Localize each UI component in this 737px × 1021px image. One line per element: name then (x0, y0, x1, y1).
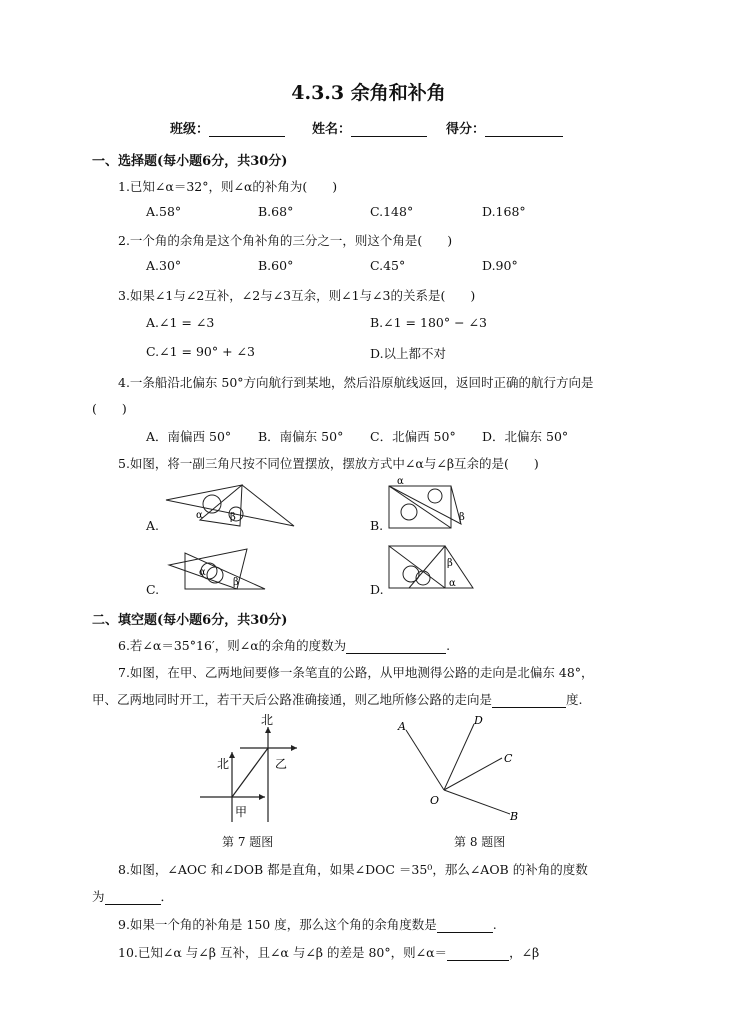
q3-option-b: B.∠1 = 180° − ∠3 (370, 315, 487, 330)
q2-option-d: D.90° (482, 258, 518, 273)
triangle-shape (185, 553, 265, 589)
q2-option-c: C.45° (370, 258, 406, 273)
triangle-shape (389, 486, 461, 524)
q5-figure-b (385, 476, 475, 536)
q10-stem: 10.已知∠α 与∠β 互补，且∠α 与∠β 的差是 80°，则∠α＝ (118, 945, 448, 960)
q5-option-b-label: B. (370, 518, 384, 533)
q7-line1: 7.如图，在甲、乙两地间要修一条笔直的公路，从甲地测得公路的走向是北偏东 48°， (118, 665, 594, 680)
section2-heading: 二、填空题(每小题6分，共30分) (92, 613, 288, 628)
yi-label: 乙 (275, 757, 288, 771)
triangle-shape (409, 546, 473, 588)
q6-line (118, 636, 450, 654)
q4-stem-continued: ( ) (92, 401, 127, 416)
q1-stem: 1.已知∠α＝32°，则∠α的补角为( ) (118, 179, 338, 194)
alpha-label: α (449, 578, 456, 589)
q9-line (118, 915, 497, 933)
point-b-label: B (510, 810, 519, 823)
q2-option-b: B.60° (258, 258, 294, 273)
q2-option-a: A.30° (146, 258, 182, 273)
q8-answer-blank[interactable] (105, 890, 161, 905)
triangle-hole (401, 504, 417, 520)
name-field (312, 118, 427, 137)
page-title: 4.3.3 余角和补角 (291, 82, 446, 104)
q7-end: 度. (566, 692, 583, 707)
q2-stem: 2.一个角的余角是这个角补角的三分之一，则这个角是( ) (118, 233, 453, 248)
score-label: 得分： (446, 122, 486, 137)
arrow-head (259, 794, 265, 800)
q3-option-d: D.以上都不对 (370, 346, 447, 361)
q8-stem: 为 (92, 889, 105, 904)
beta-label: β (447, 558, 453, 569)
q1-option-d: D.168° (482, 204, 526, 219)
q8-figure (392, 712, 532, 824)
class-blank[interactable] (209, 122, 285, 137)
alpha-label: α (196, 510, 203, 521)
q5-figure-a (160, 480, 300, 540)
q9-stem: 9.如果一个角的补角是 150 度，那么这个角的余角度数是 (118, 917, 437, 932)
q5-option-d-label: D. (370, 582, 384, 597)
q8-line2 (92, 887, 173, 905)
q7-figure (195, 712, 305, 824)
q9-end: . (492, 917, 497, 932)
q8-end: ． (160, 889, 174, 904)
beta-label: β (230, 512, 236, 523)
q10-mid: ，∠β (509, 945, 540, 960)
class-field (170, 118, 285, 137)
q5-figure-d (385, 540, 480, 595)
q3-stem: 3.如果∠1与∠2互补，∠2与∠3互余，则∠1与∠3的关系是( ) (118, 288, 476, 303)
point-c-label: C (504, 752, 513, 765)
north-label-top: 北 (261, 713, 274, 727)
class-label: 班级： (170, 122, 210, 137)
arrow-head (229, 752, 235, 758)
ray-oc (444, 758, 502, 790)
figure8-caption: 第 8 题图 (454, 835, 506, 849)
q5-figure-c (165, 545, 275, 600)
q8-line1: 8.如图，∠AOC 和∠DOB 都是直角，如果∠DOC ＝35⁰，那么∠AOB 的补角的度数 (118, 862, 588, 877)
beta-label: β (459, 512, 465, 523)
q1-option-a: A.58° (146, 204, 182, 219)
score-field (446, 118, 563, 137)
q10-line (118, 943, 539, 961)
q4-option-a: A．南偏西 50° (146, 429, 232, 444)
q6-stem: 6.若∠α＝35°16′，则∠α的余角的度数为 (118, 638, 347, 653)
q4-option-c: C．北偏西 50° (370, 429, 456, 444)
figure7-caption: 第 7 题图 (222, 835, 274, 849)
alpha-label: α (397, 476, 404, 487)
q4-option-b: B．南偏东 50° (258, 429, 344, 444)
q7-answer-blank[interactable] (492, 693, 566, 708)
name-blank[interactable] (351, 122, 427, 137)
diagonal-line (389, 486, 451, 528)
q7-stem: 甲、乙两地同时开工，若干天后公路准确接通，则乙地所修公路的走向是 (92, 692, 493, 707)
q6-end: . (446, 638, 451, 653)
beta-label: β (233, 577, 239, 588)
point-o-label: O (430, 794, 440, 807)
arrow-head (265, 727, 271, 733)
name-label: 姓名： (312, 122, 352, 137)
q3-option-c: C.∠1 = 90° + ∠3 (146, 344, 255, 359)
q1-option-b: B.68° (258, 204, 294, 219)
point-d-label: D (474, 714, 483, 727)
q9-answer-blank[interactable] (437, 918, 493, 933)
q6-answer-blank[interactable] (346, 639, 446, 654)
q5-option-c-label: C. (146, 582, 160, 597)
ray-ob (444, 790, 510, 814)
q1-option-c: C.148° (370, 204, 414, 219)
ray-od (444, 724, 474, 790)
q10-alpha-blank[interactable] (447, 946, 509, 961)
road-line (232, 748, 268, 797)
q7-line2 (92, 690, 583, 708)
arrow-head (291, 745, 297, 751)
q4-stem: 4.一条船沿北偏东 50°方向航行到某地，然后沿原航线返回，返回时正确的航行方向是 (118, 375, 594, 390)
q5-option-a-label: A. (146, 518, 160, 533)
section1-heading: 一、选择题(每小题6分，共30分) (92, 154, 288, 169)
score-blank[interactable] (485, 122, 563, 137)
point-a-label: A (398, 720, 406, 733)
q5-stem: 5.如图，将一副三角尺按不同位置摆放，摆放方式中∠α与∠β互余的是( ) (118, 456, 539, 471)
triangle-hole (207, 567, 223, 583)
jia-label: 甲 (235, 805, 248, 819)
ray-oa (406, 730, 444, 790)
triangle-hole (428, 489, 442, 503)
north-label-left: 北 (217, 757, 230, 771)
alpha-label: α (199, 567, 206, 578)
q4-option-d: D．北偏东 50° (482, 429, 569, 444)
q3-option-a: A.∠1 = ∠3 (146, 315, 215, 330)
